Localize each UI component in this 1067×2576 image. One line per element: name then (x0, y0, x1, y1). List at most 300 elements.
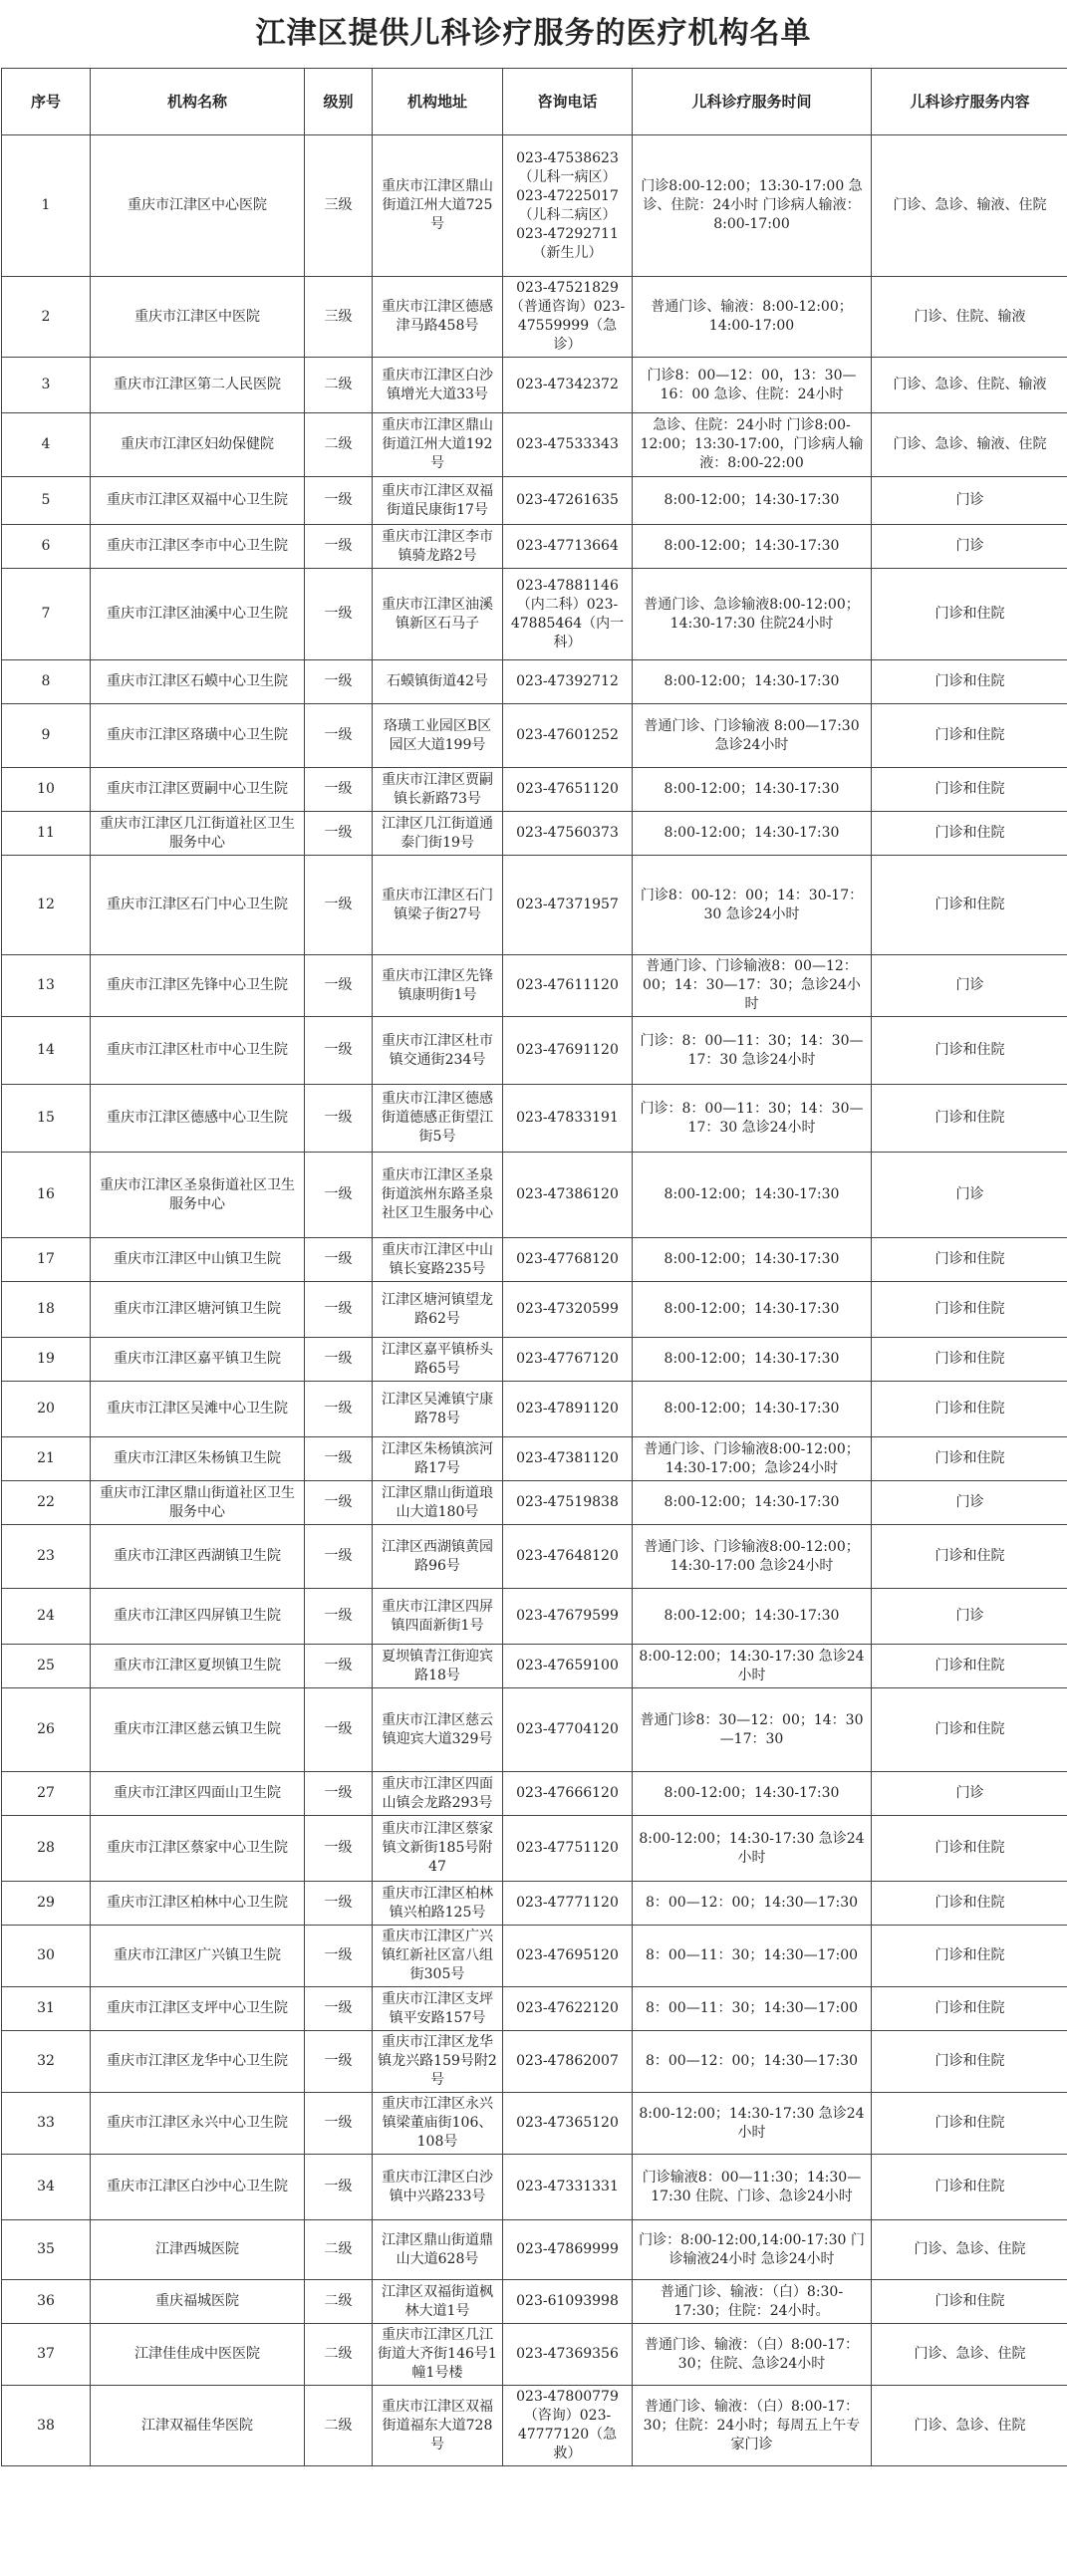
cell-index: 5 (2, 477, 91, 525)
cell-level: 三级 (305, 277, 373, 358)
cell-hours: 普通门诊8：30—12：00；14：30—17：30 (633, 1688, 872, 1772)
cell-name: 重庆市江津区吴滩中心卫生院 (91, 1382, 305, 1437)
cell-address: 重庆市江津区石门镇梁子街27号 (373, 856, 503, 955)
cell-name: 重庆市江津区双福中心卫生院 (91, 477, 305, 525)
cell-address: 江津区双福街道枫林大道1号 (373, 2280, 503, 2324)
cell-name: 重庆市江津区支坪中心卫生院 (91, 1987, 305, 2031)
cell-address: 重庆市江津区四面山镇会龙路293号 (373, 1772, 503, 1816)
cell-services: 门诊和住院 (872, 1238, 1067, 1282)
cell-name: 重庆市江津区西湖镇卫生院 (91, 1525, 305, 1589)
cell-name: 重庆市江津区先锋中心卫生院 (91, 955, 305, 1017)
cell-index: 21 (2, 1437, 91, 1481)
cell-address: 江津区嘉平镇桥头路65号 (373, 1338, 503, 1382)
table-row (2, 477, 1067, 525)
cell-index: 9 (2, 704, 91, 768)
cell-phone: 023-47666120 (503, 1772, 633, 1816)
cell-level: 一级 (305, 2031, 373, 2093)
cell-hours: 门诊输液8：00—11:30；14:30—17:30 住院、门诊、急诊24小时 (633, 2155, 872, 2220)
cell-services: 门诊、急诊、住院 (872, 2386, 1067, 2466)
cell-services: 门诊和住院 (872, 1645, 1067, 1688)
header-address: 机构地址 (373, 69, 503, 135)
table-row (2, 955, 1067, 1017)
hospital-table (1, 68, 1067, 2466)
cell-phone: 023-47881146（内二科）023-47885464（内一科） (503, 569, 633, 660)
cell-services: 门诊 (872, 1481, 1067, 1525)
header-index: 序号 (2, 69, 91, 135)
cell-index: 37 (2, 2324, 91, 2386)
cell-phone: 023-47833191 (503, 1085, 633, 1153)
cell-hours: 普通门诊、输液：（白）8:00-17：30；住院、急诊24小时 (633, 2324, 872, 2386)
cell-services: 门诊 (872, 1589, 1067, 1645)
cell-name: 江津西城医院 (91, 2220, 305, 2280)
cell-index: 13 (2, 955, 91, 1017)
cell-name: 重庆市江津区龙华中心卫生院 (91, 2031, 305, 2093)
cell-level: 二级 (305, 2280, 373, 2324)
cell-index: 36 (2, 2280, 91, 2324)
cell-hours: 普通门诊、急诊输液8:00-12:00；14:30-17:30 住院24小时 (633, 569, 872, 660)
cell-services: 门诊和住院 (872, 1382, 1067, 1437)
cell-address: 重庆市江津区德感津马路458号 (373, 277, 503, 358)
cell-hours: 8:00-12:00；14:30-17:30 (633, 1282, 872, 1338)
cell-level: 一级 (305, 1987, 373, 2031)
cell-phone: 023-47768120 (503, 1238, 633, 1282)
cell-hours: 普通门诊、门诊输液8:00-12:00；14:30-17:00；急诊24小时 (633, 1437, 872, 1481)
cell-index: 35 (2, 2220, 91, 2280)
cell-address: 夏坝镇青江街迎宾路18号 (373, 1645, 503, 1688)
table-row (2, 1987, 1067, 2031)
cell-phone: 023-47651120 (503, 768, 633, 812)
cell-name: 重庆市江津区石门中心卫生院 (91, 856, 305, 955)
table-row (2, 1382, 1067, 1437)
cell-phone: 023-47392712 (503, 660, 633, 704)
cell-level: 一级 (305, 1481, 373, 1525)
table-row (2, 1882, 1067, 1926)
cell-phone: 023-47538623（儿科一病区）023-47225017（儿科二病区）023-47292711（新生儿） (503, 135, 633, 277)
cell-hours: 8:00-12:00；14:30-17:30 (633, 1589, 872, 1645)
table-row (2, 1017, 1067, 1085)
cell-phone: 023-47320599 (503, 1282, 633, 1338)
cell-name: 重庆市江津区中医院 (91, 277, 305, 358)
cell-services: 门诊 (872, 525, 1067, 569)
cell-name: 重庆市江津区杜市中心卫生院 (91, 1017, 305, 1085)
cell-address: 江津区塘河镇望龙路62号 (373, 1282, 503, 1338)
cell-hours: 8:00-12:00；14:30-17:30 (633, 477, 872, 525)
cell-phone: 023-47751120 (503, 1816, 633, 1882)
cell-phone: 023-47862007 (503, 2031, 633, 2093)
cell-hours: 普通门诊、门诊输液 8:00—17:30 急诊24小时 (633, 704, 872, 768)
cell-index: 32 (2, 2031, 91, 2093)
cell-phone: 023-47891120 (503, 1382, 633, 1437)
cell-address: 重庆市江津区柏林镇兴柏路125号 (373, 1882, 503, 1926)
cell-hours: 8:00-12:00；14:30-17:30 (633, 768, 872, 812)
table-row (2, 1688, 1067, 1772)
cell-services: 门诊和住院 (872, 1525, 1067, 1589)
cell-name: 重庆市江津区四面山卫生院 (91, 1772, 305, 1816)
cell-name: 重庆市江津区妇幼保健院 (91, 413, 305, 477)
cell-level: 一级 (305, 660, 373, 704)
cell-hours: 8：00—11：30；14:30—17:00 (633, 1987, 872, 2031)
cell-index: 25 (2, 1645, 91, 1688)
cell-address: 江津区鼎山街道鼎山大道628号 (373, 2220, 503, 2280)
header-hours: 儿科诊疗服务时间 (633, 69, 872, 135)
cell-address: 江津区鼎山街道琅山大道180号 (373, 1481, 503, 1525)
cell-phone: 023-47704120 (503, 1688, 633, 1772)
cell-phone: 023-47691120 (503, 1017, 633, 1085)
cell-phone: 023-47386120 (503, 1153, 633, 1238)
cell-address: 重庆市江津区慈云镇迎宾大道329号 (373, 1688, 503, 1772)
cell-services: 门诊、住院、输液 (872, 277, 1067, 358)
cell-level: 一级 (305, 955, 373, 1017)
cell-services: 门诊和住院 (872, 856, 1067, 955)
cell-address: 江津区朱杨镇滨河路17号 (373, 1437, 503, 1481)
cell-services: 门诊和住院 (872, 1437, 1067, 1481)
cell-index: 12 (2, 856, 91, 955)
cell-services: 门诊和住院 (872, 1688, 1067, 1772)
header-phone: 咨询电话 (503, 69, 633, 135)
cell-level: 一级 (305, 1282, 373, 1338)
page-title: 江津区提供儿科诊疗服务的医疗机构名单 (255, 16, 812, 51)
cell-services: 门诊 (872, 1772, 1067, 1816)
cell-address: 重庆市江津区广兴镇红新社区富八组街305号 (373, 1926, 503, 1987)
cell-services: 门诊和住院 (872, 1338, 1067, 1382)
cell-level: 一级 (305, 1017, 373, 1085)
cell-hours: 8:00-12:00；14:30-17:30 (633, 1338, 872, 1382)
cell-address: 重庆市江津区先锋镇康明街1号 (373, 955, 503, 1017)
header-name: 机构名称 (91, 69, 305, 135)
cell-index: 11 (2, 812, 91, 856)
cell-services: 门诊、急诊、输液、住院 (872, 135, 1067, 277)
cell-address: 重庆市江津区四屏镇四面新街1号 (373, 1589, 503, 1645)
cell-level: 二级 (305, 2386, 373, 2466)
cell-level: 二级 (305, 413, 373, 477)
cell-name: 重庆市江津区四屏镇卫生院 (91, 1589, 305, 1645)
table-row (2, 2220, 1067, 2280)
cell-name: 重庆市江津区广兴镇卫生院 (91, 1926, 305, 1987)
cell-index: 1 (2, 135, 91, 277)
cell-hours: 8:00-12:00；14:30-17:30 (633, 1238, 872, 1282)
cell-name: 重庆市江津区蔡家中心卫生院 (91, 1816, 305, 1882)
cell-name: 重庆市江津区柏林中心卫生院 (91, 1882, 305, 1926)
cell-address: 重庆市江津区杜市镇交通街234号 (373, 1017, 503, 1085)
cell-hours: 普通门诊、门诊输液8：00—12：00；14：30—17：30；急诊24小时 (633, 955, 872, 1017)
cell-level: 一级 (305, 1772, 373, 1816)
cell-services: 门诊和住院 (872, 1816, 1067, 1882)
cell-services: 门诊和住院 (872, 1017, 1067, 1085)
cell-level: 一级 (305, 1816, 373, 1882)
cell-address: 重庆市江津区中山镇长宴路235号 (373, 1238, 503, 1282)
cell-phone: 023-47331331 (503, 2155, 633, 2220)
table-row (2, 1085, 1067, 1153)
cell-name: 重庆市江津区朱杨镇卫生院 (91, 1437, 305, 1481)
table-row (2, 2280, 1067, 2324)
cell-index: 3 (2, 358, 91, 413)
cell-index: 22 (2, 1481, 91, 1525)
cell-index: 19 (2, 1338, 91, 1382)
cell-index: 20 (2, 1382, 91, 1437)
cell-address: 石蟆镇街道42号 (373, 660, 503, 704)
cell-level: 一级 (305, 1926, 373, 1987)
cell-phone: 023-47601252 (503, 704, 633, 768)
cell-level: 一级 (305, 856, 373, 955)
cell-index: 16 (2, 1153, 91, 1238)
cell-address: 珞璜工业园区B区园区大道199号 (373, 704, 503, 768)
cell-index: 6 (2, 525, 91, 569)
cell-hours: 门诊：8：00—11：30；14：30—17：30 急诊24小时 (633, 1017, 872, 1085)
cell-phone: 023-47713664 (503, 525, 633, 569)
cell-index: 28 (2, 1816, 91, 1882)
table-row (2, 413, 1067, 477)
cell-index: 38 (2, 2386, 91, 2466)
cell-phone: 023-47648120 (503, 1525, 633, 1589)
cell-address: 重庆市江津区圣泉街道滨州东路圣泉社区卫生服务中心 (373, 1153, 503, 1238)
cell-hours: 8:00-12:00；14:30-17:30 (633, 812, 872, 856)
cell-address: 重庆市江津区双福街道福东大道728号 (373, 2386, 503, 2466)
table-row (2, 1589, 1067, 1645)
cell-level: 一级 (305, 812, 373, 856)
cell-phone: 023-47767120 (503, 1338, 633, 1382)
cell-level: 三级 (305, 135, 373, 277)
cell-services: 门诊和住院 (872, 2031, 1067, 2093)
cell-hours: 8:00-12:00；14:30-17:30 (633, 1481, 872, 1525)
cell-services: 门诊、急诊、输液、住院 (872, 413, 1067, 477)
cell-address: 江津区西湖镇黄园路96号 (373, 1525, 503, 1589)
cell-phone: 023-47560373 (503, 812, 633, 856)
cell-index: 34 (2, 2155, 91, 2220)
cell-index: 14 (2, 1017, 91, 1085)
cell-phone: 023-47611120 (503, 955, 633, 1017)
cell-address: 重庆市江津区龙华镇龙兴路159号附2号 (373, 2031, 503, 2093)
cell-services: 门诊 (872, 1153, 1067, 1238)
cell-phone: 023-47869999 (503, 2220, 633, 2280)
cell-services: 门诊 (872, 955, 1067, 1017)
table-row (2, 1338, 1067, 1382)
cell-services: 门诊和住院 (872, 2093, 1067, 2155)
cell-level: 一级 (305, 1153, 373, 1238)
cell-level: 一级 (305, 525, 373, 569)
table-row (2, 1525, 1067, 1589)
cell-level: 一级 (305, 1085, 373, 1153)
table-row (2, 660, 1067, 704)
table-row (2, 1926, 1067, 1987)
table-body (2, 135, 1067, 2466)
cell-level: 一级 (305, 1382, 373, 1437)
cell-index: 17 (2, 1238, 91, 1282)
cell-hours: 普通门诊、输液：（白）8:00-17：30；住院：24小时；每周五上午专家门诊 (633, 2386, 872, 2466)
cell-level: 一级 (305, 2155, 373, 2220)
cell-services: 门诊和住院 (872, 2155, 1067, 2220)
cell-hours: 门诊8：00-12：00；14：30-17：30 急诊24小时 (633, 856, 872, 955)
cell-hours: 8:00-12:00；14:30-17:30 (633, 525, 872, 569)
cell-index: 4 (2, 413, 91, 477)
cell-level: 一级 (305, 1338, 373, 1382)
cell-phone: 023-47622120 (503, 1987, 633, 2031)
table-row (2, 135, 1067, 277)
cell-hours: 8:00-12:00；14:30-17:30 (633, 660, 872, 704)
cell-address: 重庆市江津区支坪镇平安路157号 (373, 1987, 503, 2031)
cell-services: 门诊和住院 (872, 1926, 1067, 1987)
cell-hours: 普通门诊、门诊输液8:00-12:00；14:30-17:00 急诊24小时 (633, 1525, 872, 1589)
cell-address: 重庆市江津区永兴镇梁董庙街106、108号 (373, 2093, 503, 2155)
cell-phone: 023-47261635 (503, 477, 633, 525)
cell-index: 27 (2, 1772, 91, 1816)
cell-index: 7 (2, 569, 91, 660)
table-row (2, 2031, 1067, 2093)
cell-level: 一级 (305, 2093, 373, 2155)
cell-name: 重庆市江津区石蟆中心卫生院 (91, 660, 305, 704)
cell-services: 门诊、急诊、住院、输液 (872, 358, 1067, 413)
cell-level: 一级 (305, 1437, 373, 1481)
cell-name: 重庆市江津区贾嗣中心卫生院 (91, 768, 305, 812)
table-row (2, 704, 1067, 768)
cell-index: 2 (2, 277, 91, 358)
cell-index: 33 (2, 2093, 91, 2155)
cell-name: 重庆市江津区白沙中心卫生院 (91, 2155, 305, 2220)
cell-level: 一级 (305, 1882, 373, 1926)
cell-level: 一级 (305, 704, 373, 768)
cell-level: 一级 (305, 1525, 373, 1589)
cell-name: 重庆市江津区第二人民医院 (91, 358, 305, 413)
cell-name: 重庆市江津区李市中心卫生院 (91, 525, 305, 569)
cell-level: 二级 (305, 2220, 373, 2280)
cell-phone: 023-47800779（咨询）023-47777120（急救） (503, 2386, 633, 2466)
cell-services: 门诊和住院 (872, 569, 1067, 660)
table-row (2, 2386, 1067, 2466)
cell-services: 门诊和住院 (872, 768, 1067, 812)
cell-name: 重庆福城医院 (91, 2280, 305, 2324)
cell-phone: 023-61093998 (503, 2280, 633, 2324)
cell-index: 24 (2, 1589, 91, 1645)
table-row (2, 1238, 1067, 1282)
table-row (2, 1816, 1067, 1882)
cell-hours: 8:00-12:00；14:30-17:30 急诊24小时 (633, 1645, 872, 1688)
cell-phone: 023-47533343 (503, 413, 633, 477)
cell-index: 23 (2, 1525, 91, 1589)
table-row (2, 1481, 1067, 1525)
cell-address: 重庆市江津区白沙镇增光大道33号 (373, 358, 503, 413)
cell-hours: 8:00-12:00；14:30-17:30 急诊24小时 (633, 2093, 872, 2155)
table-row (2, 1772, 1067, 1816)
cell-services: 门诊和住院 (872, 704, 1067, 768)
cell-address: 江津区吴滩镇宁康路78号 (373, 1382, 503, 1437)
table-row (2, 812, 1067, 856)
cell-hours: 门诊：8:00-12:00,14:00-17:30 门诊输液24小时 急诊24小时 (633, 2220, 872, 2280)
cell-phone: 023-47519838 (503, 1481, 633, 1525)
cell-name: 重庆市江津区几江街道社区卫生服务中心 (91, 812, 305, 856)
cell-index: 26 (2, 1688, 91, 1772)
cell-index: 15 (2, 1085, 91, 1153)
cell-address: 重庆市江津区德感街道德感正街望江街5号 (373, 1085, 503, 1153)
cell-name: 重庆市江津区中山镇卫生院 (91, 1238, 305, 1282)
table-row (2, 1282, 1067, 1338)
cell-services: 门诊 (872, 477, 1067, 525)
cell-hours: 门诊8：00—12：00，13：30—16：00 急诊、住院：24小时 (633, 358, 872, 413)
cell-index: 31 (2, 1987, 91, 2031)
header-level: 级别 (305, 69, 373, 135)
cell-address: 重庆市江津区双福街道民康街17号 (373, 477, 503, 525)
table-row (2, 856, 1067, 955)
cell-phone: 023-47369356 (503, 2324, 633, 2386)
cell-phone: 023-47381120 (503, 1437, 633, 1481)
cell-name: 重庆市江津区永兴中心卫生院 (91, 2093, 305, 2155)
table-row (2, 1153, 1067, 1238)
cell-index: 30 (2, 1926, 91, 1987)
cell-phone: 023-47342372 (503, 358, 633, 413)
cell-name: 重庆市江津区夏坝镇卫生院 (91, 1645, 305, 1688)
cell-phone: 023-47771120 (503, 1882, 633, 1926)
cell-services: 门诊、急诊、住院 (872, 2324, 1067, 2386)
table-row (2, 768, 1067, 812)
cell-services: 门诊和住院 (872, 2280, 1067, 2324)
cell-name: 重庆市江津区油溪中心卫生院 (91, 569, 305, 660)
cell-name: 重庆市江津区鼎山街道社区卫生服务中心 (91, 1481, 305, 1525)
cell-phone: 023-47679599 (503, 1589, 633, 1645)
cell-index: 29 (2, 1882, 91, 1926)
cell-name: 重庆市江津区中心医院 (91, 135, 305, 277)
cell-level: 一级 (305, 1688, 373, 1772)
cell-name: 重庆市江津区慈云镇卫生院 (91, 1688, 305, 1772)
cell-name: 江津佳佳成中医医院 (91, 2324, 305, 2386)
table-row (2, 277, 1067, 358)
cell-name: 重庆市江津区德感中心卫生院 (91, 1085, 305, 1153)
cell-name: 重庆市江津区塘河镇卫生院 (91, 1282, 305, 1338)
cell-index: 18 (2, 1282, 91, 1338)
cell-level: 一级 (305, 768, 373, 812)
table-row (2, 569, 1067, 660)
cell-services: 门诊和住院 (872, 660, 1067, 704)
table-row (2, 2093, 1067, 2155)
cell-hours: 急诊、住院：24小时 门诊8:00-12:00；13:30-17:00，门诊病人输液：8:00-22:00 (633, 413, 872, 477)
table-row (2, 1645, 1067, 1688)
table-row (2, 2324, 1067, 2386)
cell-address: 重庆市江津区李市镇骑龙路2号 (373, 525, 503, 569)
cell-hours: 8:00-12:00；14:30-17:30 (633, 1153, 872, 1238)
cell-address: 重庆市江津区油溪镇新区石马子 (373, 569, 503, 660)
cell-name: 重庆市江津区珞璜中心卫生院 (91, 704, 305, 768)
cell-level: 一级 (305, 477, 373, 525)
cell-level: 一级 (305, 1238, 373, 1282)
table-row (2, 2155, 1067, 2220)
cell-level: 一级 (305, 569, 373, 660)
cell-address: 重庆市江津区鼎山街道江州大道192号 (373, 413, 503, 477)
cell-address: 重庆市江津区贾嗣镇长新路73号 (373, 768, 503, 812)
cell-level: 二级 (305, 358, 373, 413)
table-row (2, 525, 1067, 569)
cell-address: 重庆市江津区鼎山街道江州大道725号 (373, 135, 503, 277)
cell-hours: 普通门诊、输液：（白）8:30-17:30；住院：24小时。 (633, 2280, 872, 2324)
table-row (2, 358, 1067, 413)
cell-services: 门诊和住院 (872, 1882, 1067, 1926)
cell-services: 门诊和住院 (872, 812, 1067, 856)
cell-address: 重庆市江津区白沙镇中兴路233号 (373, 2155, 503, 2220)
cell-services: 门诊、急诊、住院 (872, 2220, 1067, 2280)
cell-hours: 8:00-12:00；14:30-17:30 (633, 1772, 872, 1816)
cell-hours: 8:00-12:00；14:30-17:30 急诊24小时 (633, 1816, 872, 1882)
cell-name: 江津双福佳华医院 (91, 2386, 305, 2466)
cell-level: 一级 (305, 1645, 373, 1688)
cell-services: 门诊和住院 (872, 1282, 1067, 1338)
cell-hours: 门诊：8：00—11：30；14：30—17：30 急诊24小时 (633, 1085, 872, 1153)
table-row (2, 1437, 1067, 1481)
cell-index: 10 (2, 768, 91, 812)
cell-services: 门诊和住院 (872, 1987, 1067, 2031)
cell-address: 江津区几江街道通泰门街19号 (373, 812, 503, 856)
cell-name: 重庆市江津区圣泉街道社区卫生服务中心 (91, 1153, 305, 1238)
cell-phone: 023-47695120 (503, 1926, 633, 1987)
cell-level: 一级 (305, 1589, 373, 1645)
cell-hours: 门诊8:00-12:00；13:30-17:00 急诊、住院：24小时 门诊病人输液：8:00-17:00 (633, 135, 872, 277)
cell-level: 二级 (305, 2324, 373, 2386)
cell-hours: 8：00—12：00；14:30—17:30 (633, 2031, 872, 2093)
